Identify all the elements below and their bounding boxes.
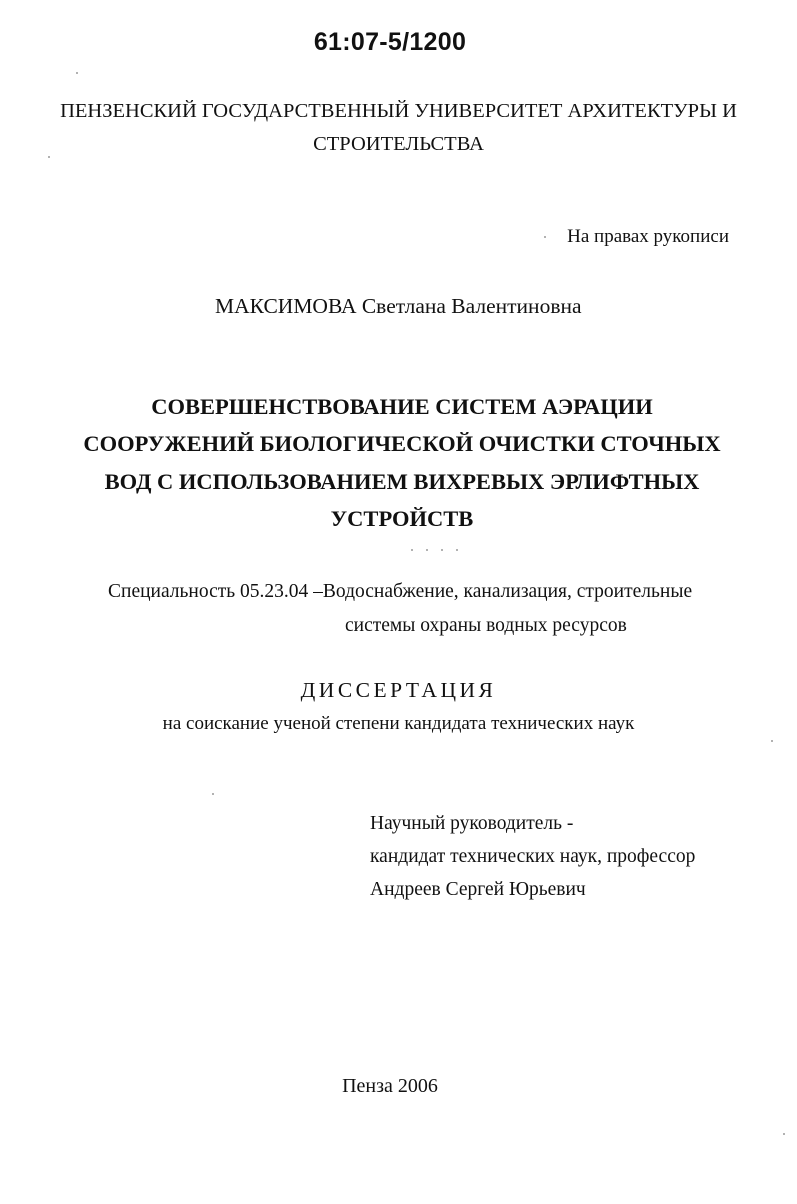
advisor-credentials: кандидат технических наук, профессор [370, 846, 696, 867]
scan-speck [48, 156, 50, 158]
catalog-code: 61:07-5/1200 [313, 28, 467, 56]
thesis-title-line1: СОВЕРШЕНСТВОВАНИЕ СИСТЕМ АЭРАЦИИ [151, 394, 653, 419]
advisor-name: Андреев Сергей Юрьевич [370, 879, 586, 900]
city-year: Пенза 2006 [342, 1075, 438, 1097]
document-type: ДИССЕРТАЦИЯ [300, 678, 497, 702]
thesis-title-line2: СООРУЖЕНИЙ БИОЛОГИЧЕСКОЙ ОЧИСТКИ СТОЧНЫХ [83, 431, 721, 456]
scan-speck [441, 549, 443, 551]
author-name: МАКСИМОВА Светлана Валентиновна [215, 294, 582, 318]
scan-speck [76, 72, 78, 74]
scan-speck [212, 793, 214, 795]
scan-speck [426, 549, 428, 551]
degree-line: на соискание ученой степени кандидата технических наук [162, 713, 635, 734]
thesis-title-line3: ВОД С ИСПОЛЬЗОВАНИЕМ ВИХРЕВЫХ ЭРЛИФТНЫХ [104, 469, 700, 494]
specialty-text-line1: 05.23.04 –Водоснабжение, канализация, строительные [240, 581, 693, 602]
scan-speck [411, 549, 413, 551]
specialty-label: Специальность [108, 581, 236, 602]
advisor-role: Научный руководитель - [370, 813, 574, 834]
scan-speck [771, 740, 773, 742]
university-name-line2: СТРОИТЕЛЬСТВА [313, 133, 484, 155]
thesis-title-line4: УСТРОЙСТВ [330, 506, 474, 531]
scan-speck [544, 236, 546, 238]
scan-speck [456, 549, 458, 551]
specialty-text-line2: системы охраны водных ресурсов [345, 615, 627, 636]
university-name-line1: ПЕНЗЕНСКИЙ ГОСУДАРСТВЕННЫЙ УНИВЕРСИТЕТ АРХИТЕКТУРЫ И [60, 100, 737, 122]
scan-speck [783, 1133, 785, 1135]
manuscript-rights-note: На правах рукописи [567, 226, 729, 247]
